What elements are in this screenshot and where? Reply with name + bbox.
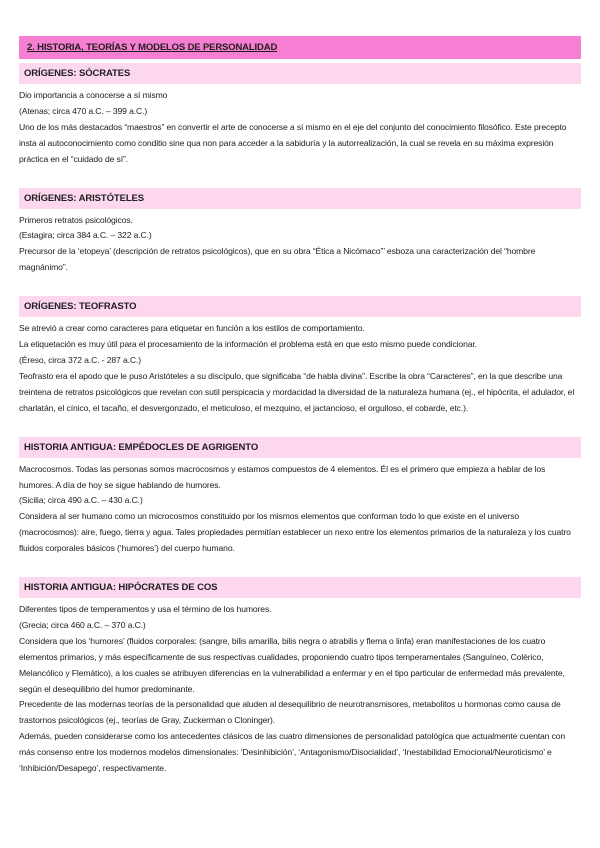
- paragraph: Diferentes tipos de temperamentos y usa el término de los humores.: [19, 604, 272, 615]
- paragraph: Considera que los ‘humores’ (fluidos corporales: (sangre, bilis amarilla, bilis negra o atrabilis y flema o linfa) eran manifestaciones de los cuatro elementos primarios, y más específicamente de sus respectivas cualidades, proponiendo cuatro tipos temperamentales (Sanguíneo, Colérico, Melancólico y Flemático), a los cuales se atribuyen diferencias en la vulnerabilidad a enfermar y en el tipo particular de enfermedad más prevalente, según el desequilibrio del humor predominante.: [19, 635, 565, 694]
- section-body: [19, 84, 581, 168]
- section-body: [19, 317, 581, 416]
- paragraph: Se atrevió a crear como caracteres para etiquetar en función a los estilos de comportamiento.: [19, 323, 365, 334]
- paragraph: Precursor de la ‘etopeya’ (descripción de retratos psicológicos), que en su obra “Ética a Nicómaco”’ esboza una caracterización del “hombre magnánimo”.: [19, 246, 536, 273]
- paragraph: (Sicilia; circa 490 a.C. – 430 a.C.): [19, 495, 143, 506]
- document-title: 2. HISTORIA, TEORÍAS Y MODELOS DE PERSONALIDAD: [19, 36, 581, 59]
- section-hipocrates: [19, 577, 581, 777]
- section-heading: HISTORIA ANTIGUA: EMPÉDOCLES DE AGRIGENTO: [19, 437, 581, 458]
- section-teofrasto: [19, 296, 581, 416]
- paragraph: Macrocosmos. Todas las personas somos macrocosmos y estamos compuestos de 4 elementos. Él es el primero que empieza a hablar de los humores. A día de hoy se sigue hablando de humores.: [19, 463, 546, 490]
- section-heading: ORÍGENES: SÓCRATES: [19, 63, 581, 84]
- paragraph: Teofrasto era el apodo que le puso Aristóteles a su discípulo, que significaba “de habla divina”. Escribe la obra “Caracteres”, en la que describe una treintena de retratos psicológicos que revelan con sutil perspicacia y mordacidad la diversidad de la naturaleza humana (ej., el hipócrita, el adulador, el charlatán, el cínico, el tacaño, el desvergonzado, el meticuloso, el mezquino, el jactancioso, el orgulloso, el cobarde, etc.).: [19, 370, 575, 413]
- paragraph: Precedente de las modernas teorías de la personalidad que aluden al desequilibrio de neurotransmisores, metabolitos u hormonas como causa de trastornos psicológicos (ej., teorías de Gray, Zuckerman o Cloninger).: [19, 699, 561, 726]
- paragraph: Primeros retratos psicológicos.: [19, 214, 133, 225]
- section-socrates: [19, 63, 581, 168]
- section-body: [19, 209, 581, 277]
- paragraph: Dio importancia a conocerse a sí mismo: [19, 90, 168, 100]
- paragraph: (Grecia; circa 460 a.C. – 370 a.C.): [19, 619, 146, 630]
- paragraph: (Atenas; circa 470 a.C. – 399 a.C.): [19, 105, 148, 116]
- paragraph: Considera al ser humano como un microcosmos constituido por los mismos elementos que conforman todo lo que existe en el universo (macrocosmos): aire, fuego, tierra y agua. Tales propiedades permitían establecer un nexo entre los elementos primarios de la naturaleza y los cuatro fluidos corporales básicos (‘humores’) del cuerpo humano.: [19, 511, 571, 554]
- section-body: [19, 458, 581, 557]
- section-empedocles: [19, 437, 581, 557]
- section-body: [19, 598, 581, 777]
- section-heading: ORÍGENES: ARISTÓTELES: [19, 188, 581, 209]
- paragraph: La etiquetación es muy útil para el procesamiento de la información el problema está en que esto mismo puede condicionar.: [19, 339, 477, 350]
- paragraph: (Éreso, circa 372 a.C. - 287 a.C.): [19, 354, 142, 365]
- section-heading: ORÍGENES: TEOFRASTO: [19, 296, 581, 317]
- document-page: [19, 36, 581, 777]
- paragraph: Uno de los más destacados “maestros” en convertir el arte de conocerse a sí mismo en el eje del conjunto del conocimiento filosófico. Este precepto insta al autoconocimiento como conditio sine qua non para acceder a la sabiduría y la autorrealización, la cual se revela en su máxima expresión práctica en el “cuidado de sí”.: [19, 121, 567, 164]
- section-heading: HISTORIA ANTIGUA: HIPÓCRATES DE COS: [19, 577, 581, 598]
- paragraph: Además, pueden considerarse como los antecedentes clásicos de las cuatro dimensiones de personalidad patológica que actualmente cuentan con más consenso entre los modernos modelos dimensionales: ‘Desinhibición’, ‘Antagonismo/Disocialidad’, ‘Inestabilidad Emocional/Neuroticismo’ e ‘Inhibición/Desapego’, respectivamente.: [19, 731, 566, 774]
- section-aristoteles: [19, 188, 581, 277]
- paragraph: (Estagira; circa 384 a.C. – 322 a.C.): [19, 230, 152, 241]
